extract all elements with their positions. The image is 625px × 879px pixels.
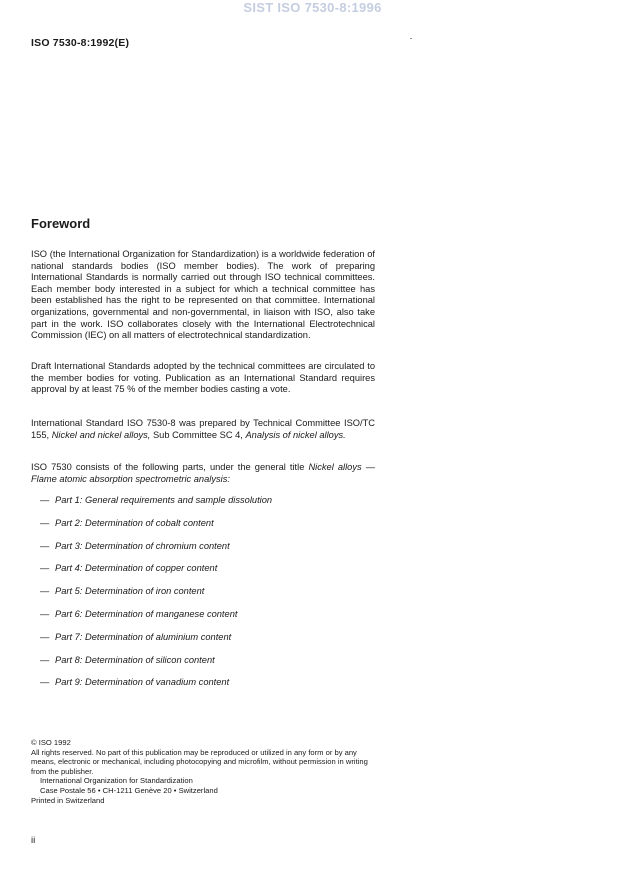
dash: — [40,586,50,597]
copyright-footer [31,738,381,805]
list-item [40,632,272,655]
part-number: Part 3: [55,540,83,551]
dash: — [40,540,50,551]
foreword-paragraph-4 [31,462,375,485]
p4-text-a: ISO 7530 consists of the following parts, under the general title [31,462,309,472]
part-title: General requirements and sample dissolution [84,495,273,505]
list-item [40,655,272,678]
part-title: Determination of chromium content [84,540,230,551]
list-item [40,495,272,518]
part-title: Determination of aluminium content [84,631,232,642]
dash: — [40,517,50,528]
dash: — [40,608,50,619]
part-number: Part 8: [55,654,83,665]
section-heading: Foreword [31,216,91,231]
part-number: Part 9: [55,677,83,688]
p3-text-c: Sub Committee SC 4, [150,429,246,440]
part-number: Part 6: [55,608,83,619]
watermark: SIST ISO 7530-8:1996 [243,0,382,15]
part-title: Determination of silicon content [84,654,215,665]
list-item [40,586,272,609]
document-identifier: ISO 7530-8:1992(E) [31,37,130,49]
dash: — [40,677,50,688]
copyright-line: © ISO 1992 [31,738,71,747]
part-number: Part 4: [55,563,83,574]
foreword-paragraph-1: ISO (the International Organization for Standardization) is a worldwide federation of national standards bodies (ISO member bodies). The work of preparing International Standards is normally carried out through ISO technical committees. Each member body interested in a subject for which a technical committee has been established has the right to be represented on that committee. International organizations, governmental and non-governmental, in liaison with ISO, also take part in the work. ISO collaborates closely with the International Electrotechnical Commission (IEC) on all matters of electrotechnical standardization. [31,249,375,341]
publisher-name: International Organization for Standardization [40,776,193,786]
part-title: Determination of cobalt content [84,517,214,528]
page-number: ii [31,835,36,846]
parts-list [40,495,272,700]
p4-general-title: Nickel alloys — Flame atomic absorption spectrometric analysis: [31,462,376,484]
list-item [40,518,272,541]
p3-subcommittee-title: Analysis of nickel alloys. [245,429,346,440]
dash: — [40,631,50,642]
part-title: Determination of iron content [84,586,205,597]
foreword-paragraph-2: Draft International Standards adopted by the technical committees are circulated to the member bodies for voting. Publication as an International Standard requires approval by at least 75 % of the member bodies casting a vote. [31,361,375,395]
list-item [40,563,272,586]
part-number: Part 1: [55,495,83,505]
printed-in: Printed in Switzerland [31,795,105,805]
rights-statement: All rights reserved. No part of this publication may be reproduced or utilized in any form or by any means, electronic or mechanical, including photocopying and microfilm, without permission in writing from the publisher. [31,747,368,776]
foreword-paragraph-3 [31,418,375,441]
p3-text-a: International Standard ISO 7530-8 was prepared by Technical Committee ISO/TC 155, [31,418,375,440]
part-number: Part 5: [55,586,83,597]
publisher-address: Case Postale 56 • CH-1211 Genève 20 • Switzerland [40,785,218,795]
dash: — [40,654,50,665]
list-item [40,609,272,632]
part-title: Determination of vanadium content [84,677,230,688]
part-title: Determination of copper content [84,563,218,574]
list-item [40,677,272,700]
dash: — [40,563,50,574]
dash: — [40,495,50,505]
part-title: Determination of manganese content [84,608,238,619]
part-number: Part 7: [55,631,83,642]
part-number: Part 2: [55,517,83,528]
list-item [40,541,272,564]
p3-committee-title: Nickel and nickel alloys, [51,429,151,440]
scan-speck [410,38,412,39]
